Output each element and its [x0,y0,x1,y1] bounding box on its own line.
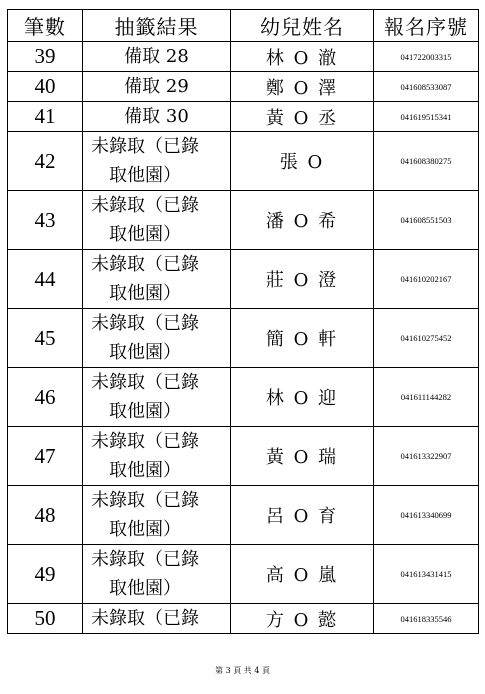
table-row [8,132,479,191]
row-result-line1: 未錄取（已錄 [91,608,199,629]
row-result-line1: 未錄取（已錄 [91,372,199,393]
row-result-line1: 未錄取（已錄 [91,431,199,452]
row-child-name: 潘 O 希 [231,191,374,250]
row-registration-no: 041613431415 [374,545,479,604]
row-result [83,545,231,604]
row-result-line2: 取他園） [109,342,181,363]
table-body [8,42,479,634]
table-row [8,72,479,102]
row-registration-no: 041618335546 [374,604,479,634]
row-result [83,486,231,545]
row-result-line1: 備取 30 [124,106,189,127]
table-row [8,427,479,486]
row-result-line1: 未錄取（已錄 [91,549,199,570]
row-registration-no: 041613322907 [374,427,479,486]
header-child-name: 幼兒姓名 [231,10,374,42]
row-child-name: 莊 O 澄 [231,250,374,309]
row-child-name: 鄭 O 澤 [231,72,374,102]
row-registration-no: 041608533087 [374,72,479,102]
row-count: 50 [8,604,83,634]
row-registration-no: 041610275452 [374,309,479,368]
row-child-name: 高 O 嵐 [231,545,374,604]
header-row [8,10,479,42]
row-result-line1: 未錄取（已錄 [91,195,199,216]
row-result-line2: 取他園） [109,165,181,186]
row-child-name: 黃 O 瑞 [231,427,374,486]
row-registration-no: 041610202167 [374,250,479,309]
table-row [8,309,479,368]
row-result [83,132,231,191]
row-child-name: 林 O 迎 [231,368,374,427]
table-row [8,42,479,72]
row-result-line1: 未錄取（已錄 [91,254,199,275]
row-child-name: 呂 O 育 [231,486,374,545]
row-child-name: 黃 O 丞 [231,102,374,132]
table-row [8,486,479,545]
table-row [8,191,479,250]
row-count: 39 [8,42,83,72]
table-row [8,604,479,634]
row-result [83,368,231,427]
header-registration-no: 報名序號 [374,10,479,42]
row-result-line2: 取他園） [109,578,181,599]
row-result-line1: 備取 29 [124,76,189,97]
row-result-line2: 取他園） [109,460,181,481]
row-result-line2: 取他園） [109,224,181,245]
row-child-name: 簡 O 軒 [231,309,374,368]
row-count: 46 [8,368,83,427]
row-result [83,42,231,72]
row-registration-no: 041608380275 [374,132,479,191]
header-result: 抽籤結果 [83,10,231,42]
row-result [83,309,231,368]
row-result [83,250,231,309]
row-count: 49 [8,545,83,604]
row-count: 44 [8,250,83,309]
row-count: 42 [8,132,83,191]
row-registration-no: 041722003315 [374,42,479,72]
row-child-name: 方 O 懿 [231,604,374,634]
row-result-line2: 取他園） [109,401,181,422]
row-count: 40 [8,72,83,102]
row-result [83,102,231,132]
header-count: 筆數 [8,10,83,42]
lottery-results-table [7,9,479,634]
row-result-line1: 未錄取（已錄 [91,313,199,334]
row-child-name: 張 O [231,132,374,191]
table-row [8,368,479,427]
row-result-line2: 取他園） [109,283,181,304]
page-footer: 第 3 頁 共 4 頁 [215,666,270,675]
row-count: 47 [8,427,83,486]
row-count: 45 [8,309,83,368]
row-result [83,604,231,634]
row-result-line1: 備取 28 [124,46,189,67]
row-registration-no: 041608551503 [374,191,479,250]
row-registration-no: 041611144282 [374,368,479,427]
row-count: 41 [8,102,83,132]
row-result [83,191,231,250]
row-registration-no: 041613340699 [374,486,479,545]
row-child-name: 林 O 澈 [231,42,374,72]
row-registration-no: 041619515341 [374,102,479,132]
table-row [8,102,479,132]
row-count: 43 [8,191,83,250]
row-result [83,427,231,486]
row-result [83,72,231,102]
table-row [8,545,479,604]
row-result-line1: 未錄取（已錄 [91,136,199,157]
row-count: 48 [8,486,83,545]
table-row [8,250,479,309]
row-result-line1: 未錄取（已錄 [91,490,199,511]
row-result-line2: 取他園） [109,519,181,540]
